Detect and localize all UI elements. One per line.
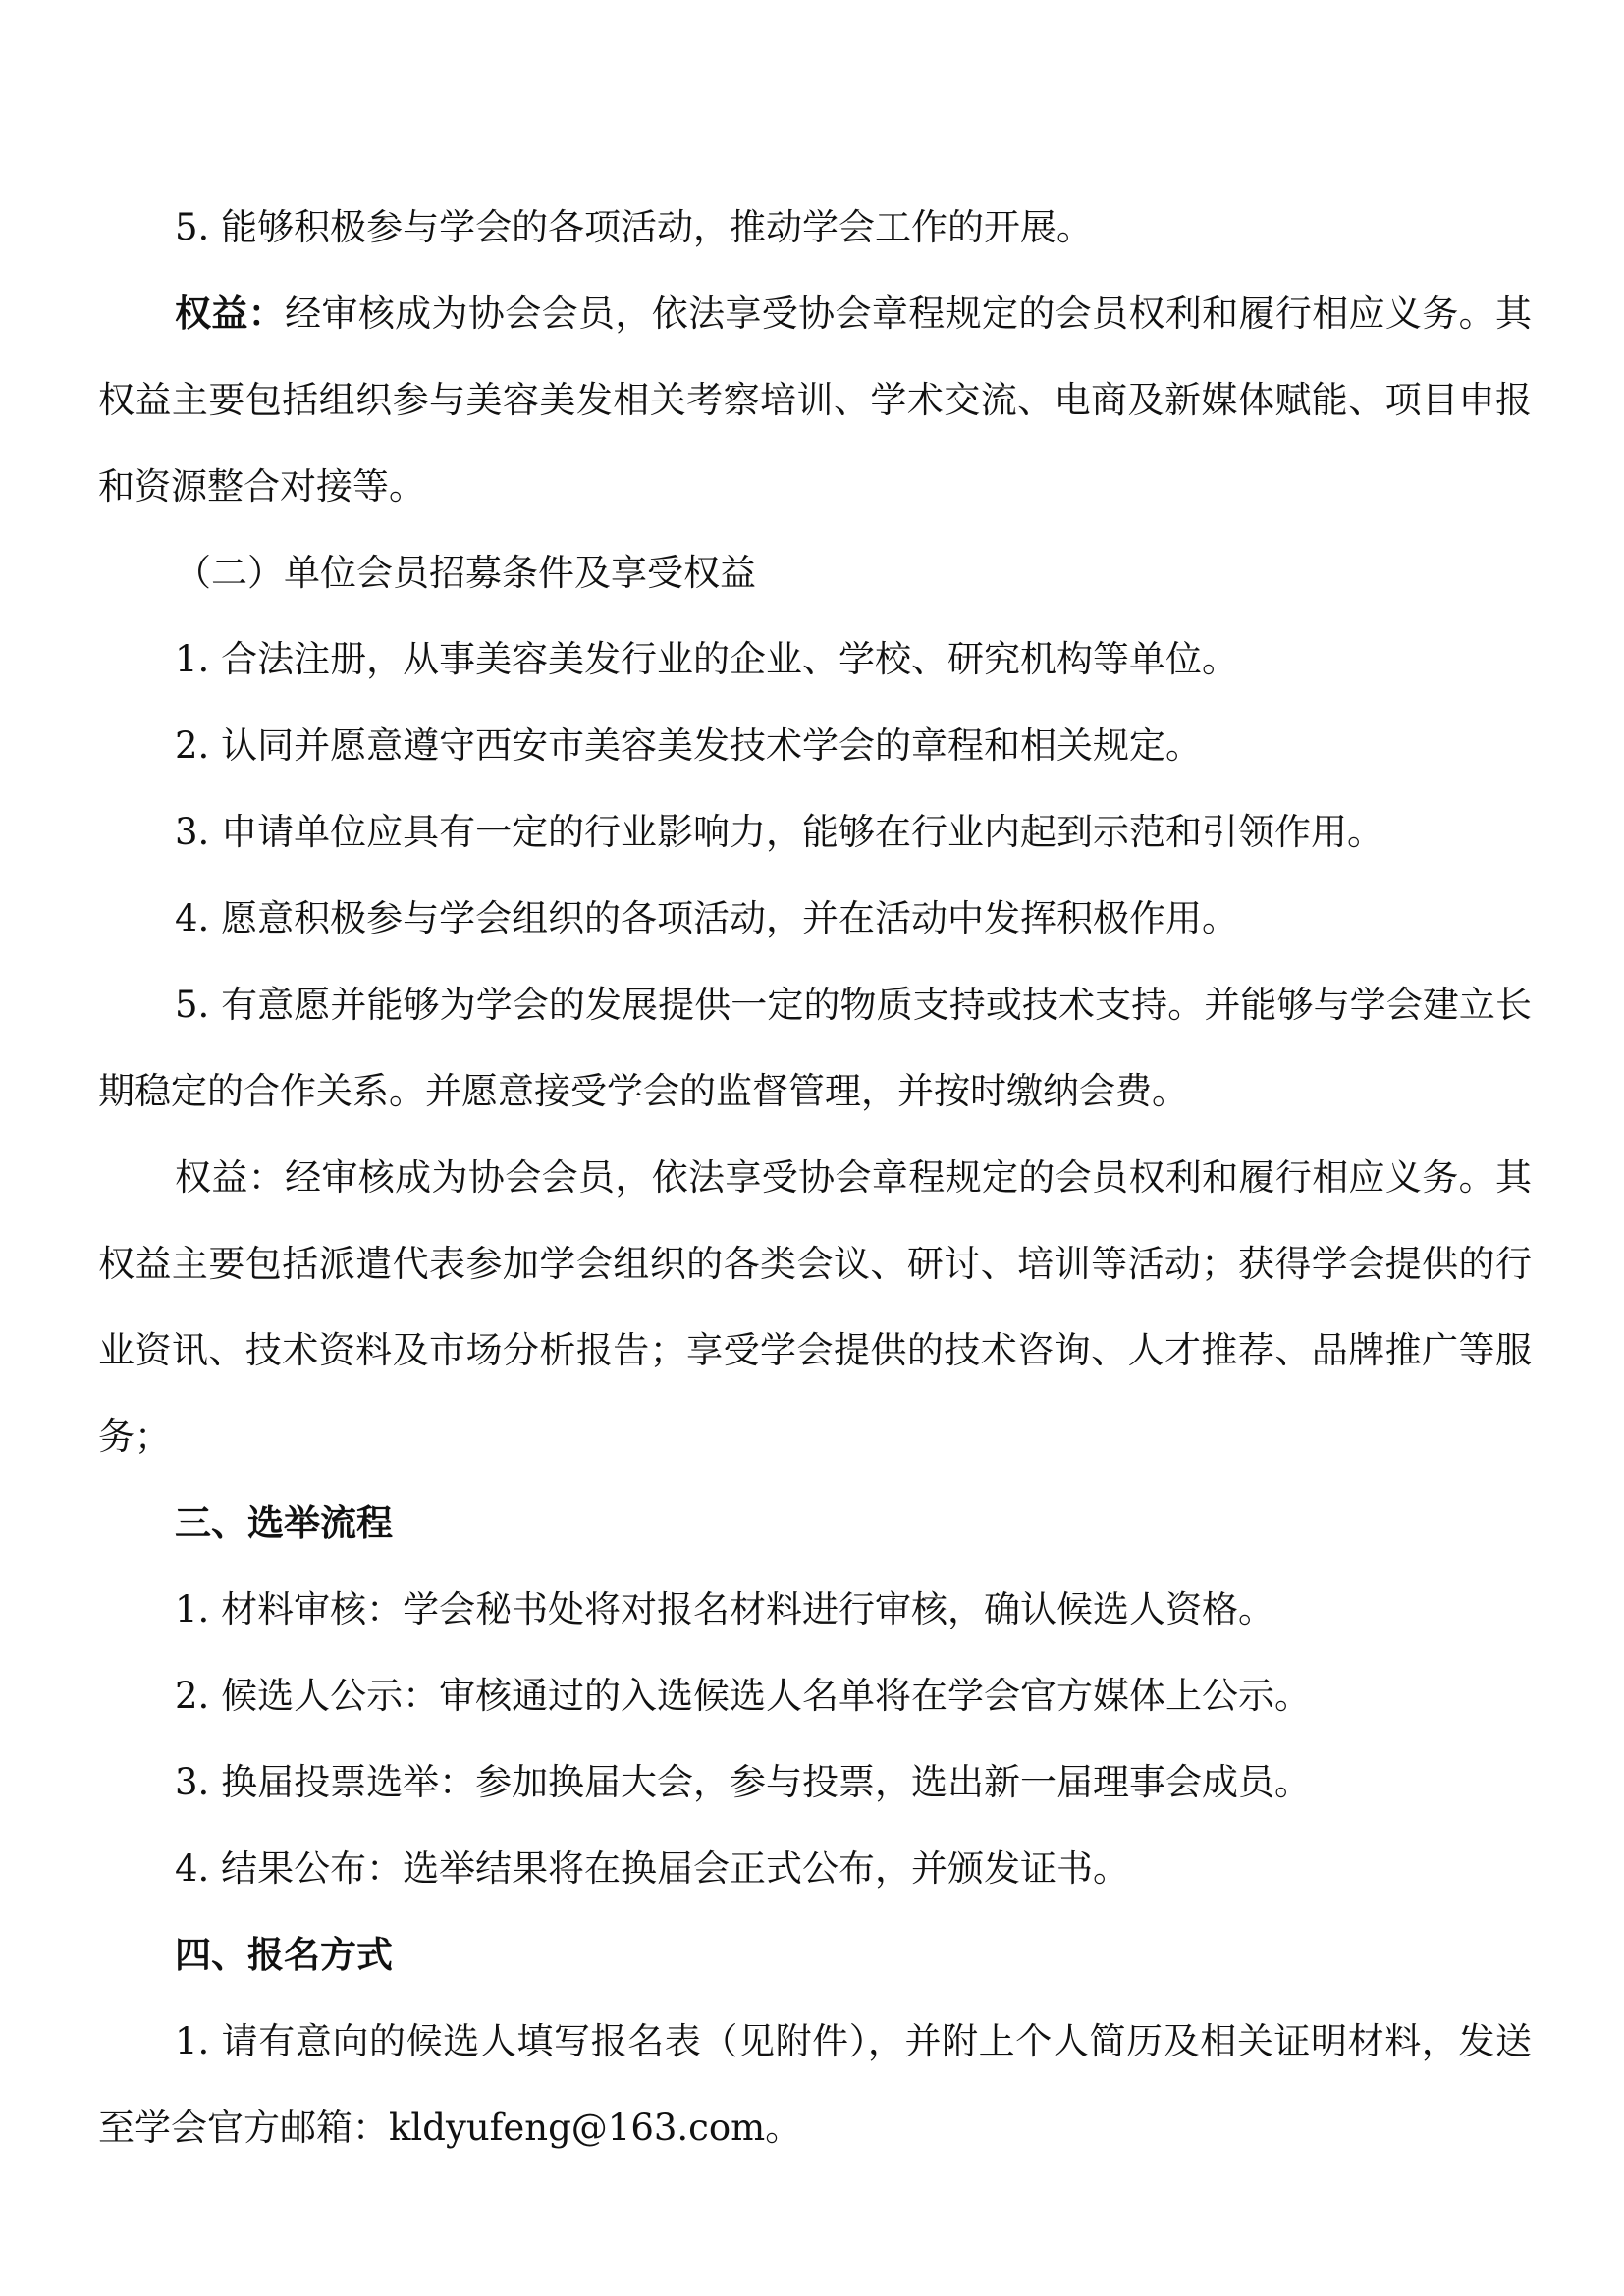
unit-condition-4: 4. 愿意积极参与学会组织的各项活动，并在活动中发挥积极作用。	[175, 897, 1239, 939]
unit-condition-1: 1. 合法注册，从事美容美发行业的企业、学校、研究机构等单位。	[175, 638, 1239, 680]
benefits-body: 经审核成为协会会员，依法享受协会章程规定的会员权利和履行相应义务。其权益主要包括组织参与美容美发相关考察培训、学术交流、电商及新媒体赋能、项目申报和资源整合对接等。	[98, 293, 1533, 507]
election-step-4: 4. 结果公布：选举结果将在换届会正式公布，并颁发证书。	[175, 1847, 1130, 1890]
election-step-2: 2. 候选人公示：审核通过的入选候选人名单将在学会官方媒体上公示。	[175, 1675, 1312, 1717]
individual-benefits-paragraph	[98, 271, 1532, 530]
unit-condition-5: 5. 有意愿并能够为学会的发展提供一定的物质支持或技术支持。并能够与学会建立长期稳定的合作关系。并愿意接受学会的监督管理，并按时缴纳会费。	[98, 984, 1532, 1112]
unit-condition-2: 2. 认同并愿意遵守西安市美容美发技术学会的章程和相关规定。	[175, 724, 1203, 767]
unit-member-subheading: （二）单位会员招募条件及享受权益	[175, 552, 756, 594]
section-heading-registration-method: 四、报名方式	[175, 1934, 393, 1976]
unit-benefits-paragraph: 权益：经审核成为协会会员，依法享受协会章程规定的会员权利和履行相应义务。其权益主要包括派遣代表参加学会组织的各类会议、研讨、培训等活动；获得学会提供的行业资讯、技术资料及市场分析报告；享受学会提供的技术咨询、人才推荐、品牌推广等服务；	[98, 1156, 1532, 1458]
benefits-label: 权益：	[175, 293, 286, 335]
unit-condition-3: 3. 申请单位应具有一定的行业影响力，能够在行业内起到示范和引领作用。	[175, 811, 1384, 853]
individual-condition-5: 5. 能够积极参与学会的各项活动，推动学会工作的开展。	[175, 206, 1094, 248]
section-heading-election-process: 三、选举流程	[175, 1502, 393, 1544]
election-step-3: 3. 换届投票选举：参加换届大会，参与投票，选出新一届理事会成员。	[175, 1761, 1312, 1803]
registration-step-1: 1. 请有意向的候选人填写报名表（见附件），并附上个人简历及相关证明材料，发送至学会官方邮箱：kldyufeng@163.com。	[98, 2020, 1532, 2149]
election-step-1: 1. 材料审核：学会秘书处将对报名材料进行审核，确认候选人资格。	[175, 1588, 1275, 1630]
